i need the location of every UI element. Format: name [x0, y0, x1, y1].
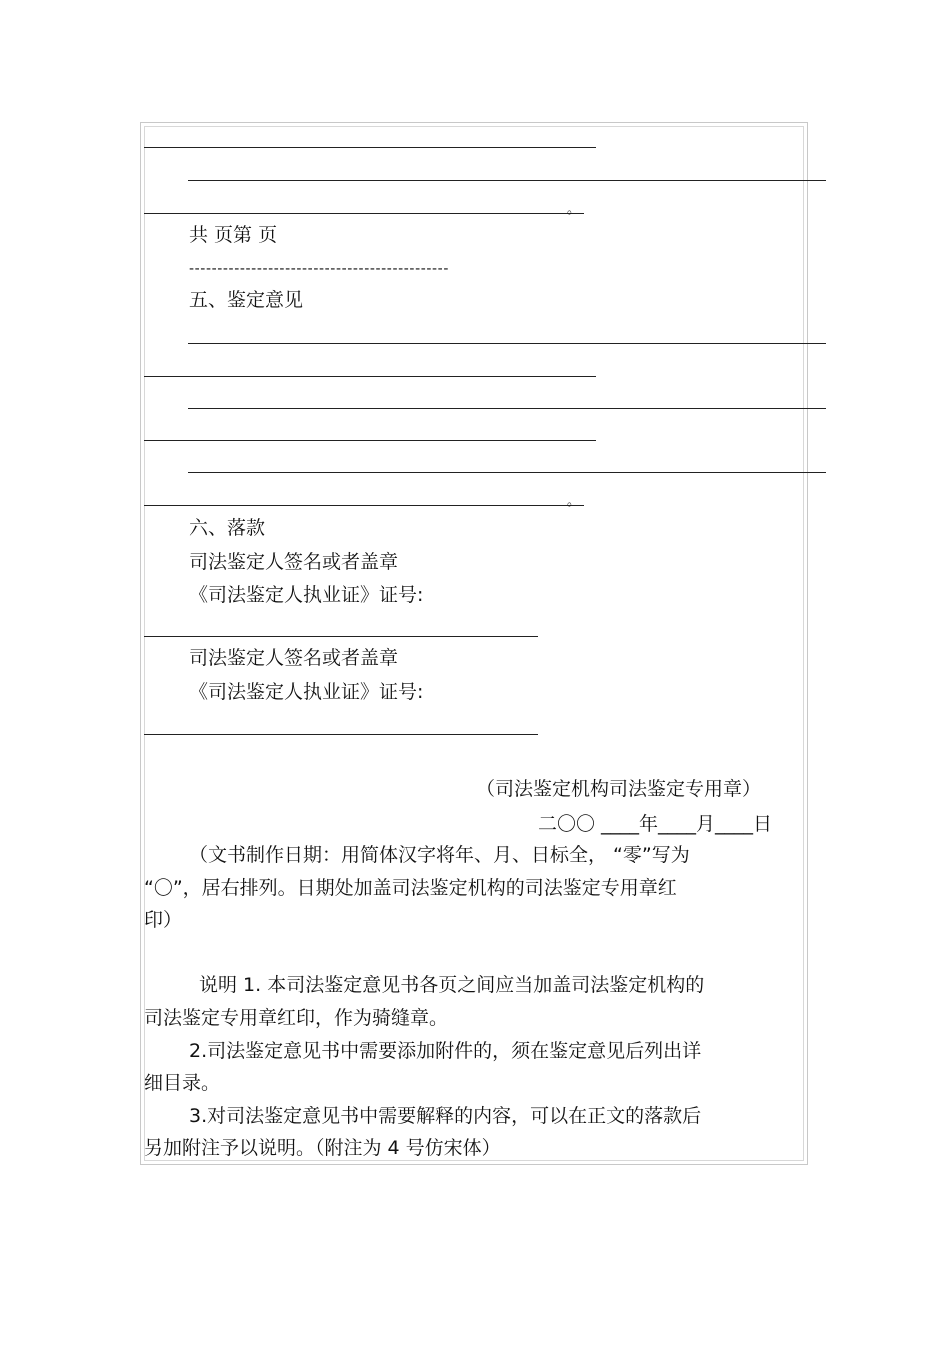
cert-number-line [144, 636, 538, 637]
period-mark: 。 [567, 202, 581, 217]
page-count: 共 页第 页 [189, 224, 278, 246]
notes-line: 细目录。 [144, 1072, 221, 1094]
signer-cert-label: 《司法鉴定人执业证》证号: [189, 681, 424, 703]
period-mark: 。 [567, 494, 581, 509]
seal-label: （司法鉴定机构司法鉴定专用章） [476, 778, 762, 800]
signer-sign-label: 司法鉴定人签名或者盖章 [189, 551, 399, 573]
blank-line [188, 472, 826, 473]
blank-line [188, 180, 826, 181]
date-note-line: “〇”，居右排列。日期处加盖司法鉴定机构的司法鉴定专用章红 [144, 877, 677, 899]
notes-line: 2.司法鉴定意见书中需要添加附件的，须在鉴定意见后列出详 [189, 1040, 702, 1062]
cert-number-line [144, 734, 538, 735]
notes-line: 另加附注予以说明。（附注为 4 号仿宋体） [144, 1137, 501, 1159]
section5-title: 五、鉴定意见 [189, 289, 304, 311]
blank-line [144, 505, 584, 506]
blank-line [188, 343, 826, 344]
blank-line [144, 376, 596, 377]
signer-cert-label: 《司法鉴定人执业证》证号: [189, 584, 424, 606]
date-line: 二〇〇 ____年____月____日 [538, 813, 773, 835]
notes-line: 司法鉴定专用章红印，作为骑缝章。 [144, 1007, 449, 1029]
blank-line [144, 213, 584, 214]
date-note-line: （文书制作日期：用简体汉字将年、月、日标全， “零”写为 [189, 844, 690, 866]
signer-sign-label: 司法鉴定人签名或者盖章 [189, 647, 399, 669]
section6-title: 六、落款 [189, 517, 266, 539]
date-note-line: 印） [144, 909, 183, 931]
page-frame-inner [144, 126, 804, 1161]
blank-line [144, 440, 596, 441]
notes-line: 说明 1. 本司法鉴定意见书各页之间应当加盖司法鉴定机构的 [199, 974, 705, 996]
blank-line [188, 408, 826, 409]
blank-line [144, 147, 596, 148]
dash-separator: ---------------------------------------------- [189, 261, 449, 277]
notes-line: 3.对司法鉴定意见书中需要解释的内容，可以在正文的落款后 [189, 1105, 702, 1127]
